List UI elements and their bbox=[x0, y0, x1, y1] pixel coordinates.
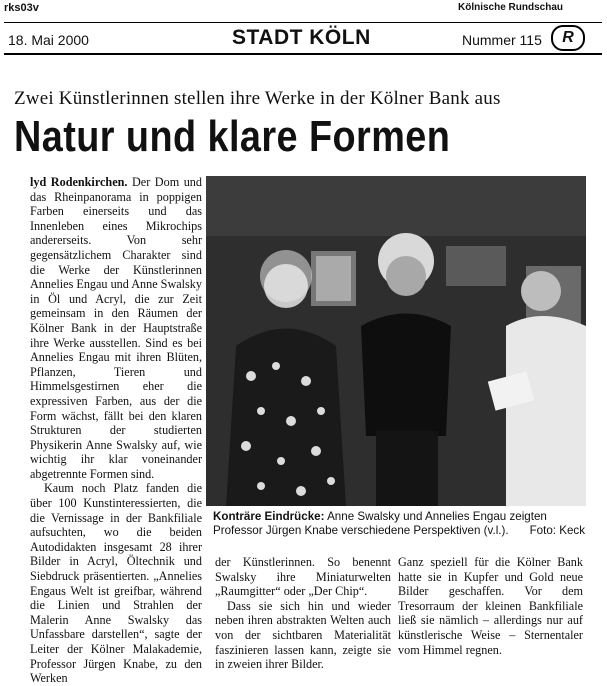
archive-id: rks03v bbox=[4, 2, 39, 14]
article-column-2 bbox=[215, 555, 391, 672]
newspaper-name: Kölnische Rundschau bbox=[457, 2, 563, 13]
paragraph-text: Der Dom und das Rheinpanorama in poppigen Farben einerseits und das Innenleben eines Mikrochips andererseits. Von sehr gegensätzlichem Charakter sind die Werke der Künstlerinnen Annelies Engau und Anne Swalsky in Öl und Acryl, die zur Zeit gemeinsam in den Räumen der Kölner Bank in der Hauptstraße ihre Werke ausstellen. Sind es bei Annelies Engau mit ihren Blüten, Pflanzen, Tieren und Himmelsgestirnen eher die expressiven Farben, aus der die Form wächst, fällt bei den klaren Strukturen der studierten Physikerin Anne Swalsky auf, wie wichtig ihr klar voneinander abgetrennte Formen sind. bbox=[30, 175, 202, 481]
article-column-3 bbox=[398, 555, 583, 657]
newspaper-logo: R bbox=[551, 25, 585, 51]
issue-number: Nummer 115 bbox=[462, 32, 542, 48]
photo-image bbox=[206, 176, 586, 506]
caption-lead: Konträre Eindrücke: bbox=[213, 510, 325, 523]
paragraph bbox=[30, 175, 202, 481]
paragraph: Ganz speziell für die Kölner Bank hatte sie in Kupfer und Gold neue Bilder geschaffen. Vor dem Tresorraum der kleinen Bankfiliale ließ sie nämlich – allerdings nur auf künstlerische Weise – Sternentaler vom Himmel regnen. bbox=[398, 555, 583, 657]
paragraph: Dass sie sich hin und wieder neben ihren abstrakten Welten auch von der sichtbaren Materialität faszinieren lassen kann, zeigte sie in zweien ihrer Bilder. bbox=[215, 598, 391, 672]
headline: Natur und klare Formen bbox=[14, 112, 451, 161]
byline: lyd Rodenkirchen. bbox=[30, 175, 128, 189]
section-title: STADT KÖLN bbox=[232, 26, 371, 49]
paragraph: der Künstlerinnen. So benennt Swalsky ihre Miniaturwelten „Raumgitter“ oder „Der Chip“. bbox=[215, 555, 391, 599]
paragraph: Kaum noch Platz fanden die über 100 Kunstinteressierten, die die Vernissage in der Bankfiliale aufsuchten, wo die beiden Autodidakten insgesamt 28 ihrer Bilder in Acryl, Öltechnik und Siebdruck präsentierten. „Annelies Engaus Welt ist greifbar, während die Linien und Strahlen der Malerin Anne Swalsky das Unfassbare darstellen“, sagte der Leiter der Kölner Malakademie, Professor Jürgen Knabe, zu den Werken bbox=[30, 481, 202, 686]
article-photo bbox=[206, 176, 586, 506]
photo-caption bbox=[213, 510, 585, 538]
issue-date: 18. Mai 2000 bbox=[8, 32, 89, 48]
article-column-1 bbox=[30, 175, 202, 686]
subheadline: Zwei Künstlerinnen stellen ihre Werke in der Kölner Bank aus bbox=[14, 88, 501, 109]
photo-credit: Foto: Keck bbox=[529, 524, 585, 537]
caption-text: Anne Swalsky und Annelies Engau zeigten Professor Jürgen Knabe verschiedene Perspektiven (v.l.). bbox=[213, 510, 547, 537]
